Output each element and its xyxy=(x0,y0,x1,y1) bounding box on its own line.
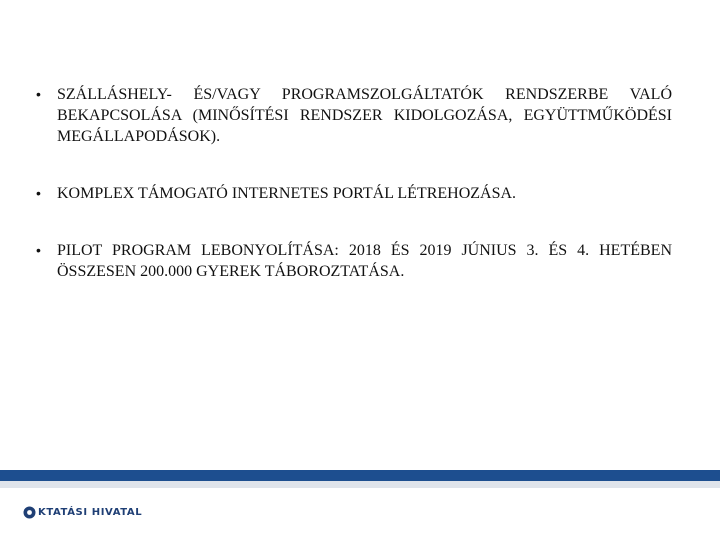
bullet-marker: • xyxy=(36,86,41,102)
oktatasi-hivatal-logo xyxy=(23,506,142,519)
bullet-marker: • xyxy=(36,185,41,201)
footer-band-dark xyxy=(0,470,720,481)
bullet-item-providers xyxy=(36,84,672,147)
circle-o-icon xyxy=(23,506,36,519)
logo-text: KTATÁSI HIVATAL xyxy=(38,507,143,518)
bullet-text-providers: SZÁLLÁSHELY- ÉS/VAGY PROGRAMSZOLGÁLTATÓK RENDSZERBE VALÓ BEKAPCSOLÁSA (MINŐSÍTÉSI RENDSZER KIDOLGOZÁSA, EGYÜTTMŰKÖDÉSI MEGÁLLAPODÁSOK). xyxy=(57,86,672,145)
bullet-list xyxy=(36,84,672,282)
bullet-item-pilot xyxy=(36,240,672,282)
footer-band xyxy=(0,470,720,488)
bullet-text-portal: KOMPLEX TÁMOGATÓ INTERNETES PORTÁL LÉTREHOZÁSA. xyxy=(57,185,517,202)
bullet-text-pilot: PILOT PROGRAM LEBONYOLÍTÁSA: 2018 ÉS 2019 JÚNIUS 3. ÉS 4. HETÉBEN ÖSSZESEN 200.000 GYEREK TÁBOROZTATÁSA. xyxy=(57,242,672,280)
footer-band-light xyxy=(0,481,720,488)
bullet-marker: • xyxy=(36,242,41,258)
bullet-item-portal xyxy=(36,183,672,204)
